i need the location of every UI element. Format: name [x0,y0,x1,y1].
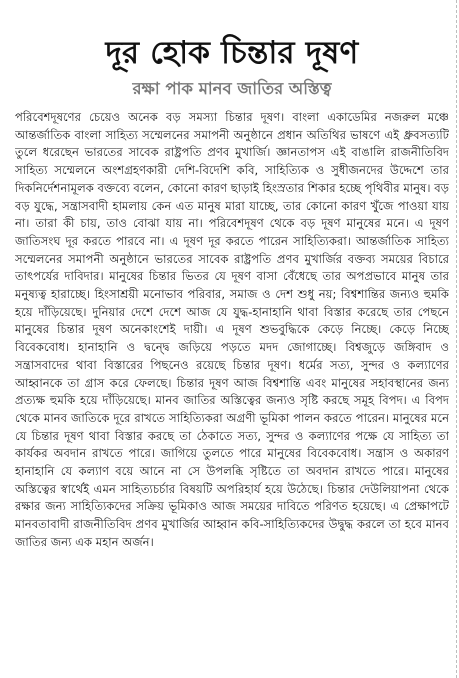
headline: দূর হোক চিন্তার দূষণ [105,35,359,71]
article-paragraph: পরিবেশদূষণের চেয়েও অনেক বড় সমস্যা চিন্তার দূষণ। বাংলা একাডেমির নজরুল মঞ্চে আন্তর্জাতিক বাংলা সাহিত্য সম্মেলনের সমাপনী অনুষ্ঠানে প্রধান অতিথির ভাষণে এই ধ্রুবসত্যটি তুলে ধরেছেন ভারতের সাবেক রাষ্ট্রপতি প্রণব মুখার্জি। জ্ঞানতাপস এই বাঙালি রাজনীতিবিদ সাহিত্য সম্মেলনে অংশগ্রহণকারী দেশি-বিদেশি কবি, সাহিত্যিক ও সুধীজনদের উদ্দেশে তার দিকনির্দেশনামূলক বক্তব্যে বলেন, কোনো কারণ ছাড়াই হিংস্রতার শিকার হচ্ছে পৃথিবীর মানুষ। বড় বড় যুদ্ধে, সন্ত্রাসবাদী হামলায় কেন এত মানুষ মারা যাচ্ছে, তার কোনো কারণ খুঁজে পাওয়া যায় না। তারা কী চায়, তাও বোঝা যায় না। পরিবেশদূষণ থেকে বড় দূষণ মানুষের মনে। এ দূষণ জাতিসংঘ দূর করতে পারবে না। এ দূষণ দূর করতে পারেন সাহিত্যিকরা। আন্তর্জাতিক সাহিত্য সম্মেলনের সমাপনী অনুষ্ঠানে ভারতের সাবেক রাষ্ট্রপতি প্রণব মুখার্জির বক্তব্য সময়ের বিচারে তাৎপর্যের দাবিদার। মানুষের চিন্তার ভিতর যে দূষণ বাসা বেঁধেছে তার অপপ্রভাবে মানুষ তার মনুষ্যত্ব হারাচ্ছে। হিংসাশ্রয়ী মনোভাব পরিবার, সমাজ ও দেশ শুধু নয়; বিশ্বশান্তির জন্যও হুমকি হয়ে দাঁড়িয়েছে। দুনিয়ার দেশে দেশে আজ যে যুদ্ধ-হানাহানি থাবা বিস্তার করেছে তার পেছনে মানুষের চিন্তার দূষণ অনেকাংশেই দায়ী। এ দূষণ শুভবুদ্ধিকে কেড়ে নিচ্ছে। কেড়ে নিচ্ছে বিবেকবোধ। হানাহানি ও দ্বন্দ্বে জড়িয়ে পড়তে মদদ জোগাচ্ছে। বিশ্বজুড়ে জঙ্গিবাদ ও সন্ত্রাসবাদের থাবা বিস্তারের পিছনেও রয়েছে চিন্তার দূষণ। ধর্মের সত্য, সুন্দর ও কল্যাণের আহ্বানকে তা গ্রাস করে ফেলছে। চিন্তার দূষণ আজ বিশ্বশান্তি এবং মানুষের সহাবস্থানের জন্য প্রত্যক্ষ হুমকি হয়ে দাঁড়িয়েছে। মানব জাতির অস্তিত্বের জন্যও সৃষ্টি করছে সমূহ বিপদ। এ বিপদ থেকে মানব জাতিকে দূরে রাখতে সাহিত্যিকরা অগ্রণী ভূমিকা পালন করতে পারেন। মানুষের মনে যে চিন্তার দূষণ থাবা বিস্তার করছে তা ঠেকাতে সত্য, সুন্দর ও কল্যাণের পক্ষে যে সাহিত্য তা কার্যকর অবদান রাখতে পারে। জাগিয়ে তুলতে পারে মানুষের বিবেকবোধ। সন্ত্রাস ও অকারণ হানাহানি যে কল্যাণ বয়ে আনে না সে উপলব্ধি সৃষ্টিতে তা অবদান রাখতে পারে। মানুষের অস্তিত্বের স্বার্থেই এমন সাহিত্যচর্চার বিষয়টি অপরিহার্য হয়ে উঠেছে। চিন্তার দেউলিয়াপনা থেকে রক্ষার জন্য সাহিত্যিকদের সক্রিয় ভূমিকাও আজ সময়ের দাবিতে পরিণত হয়েছে। এ প্রেক্ষাপটে মানবতাবাদী রাজনীতিবিদ প্রণব মুখার্জির আহ্বান কবি-সাহিত্যিকদের উদ্বুদ্ধ করলে তা হবে মানব জাতির জন্য এক মহান অর্জন। [15,110,449,549]
column-divider [455,0,457,678]
subheadline: রক্ষা পাক মানব জাতির অস্তিত্ব [132,79,332,98]
article-body [15,109,449,665]
